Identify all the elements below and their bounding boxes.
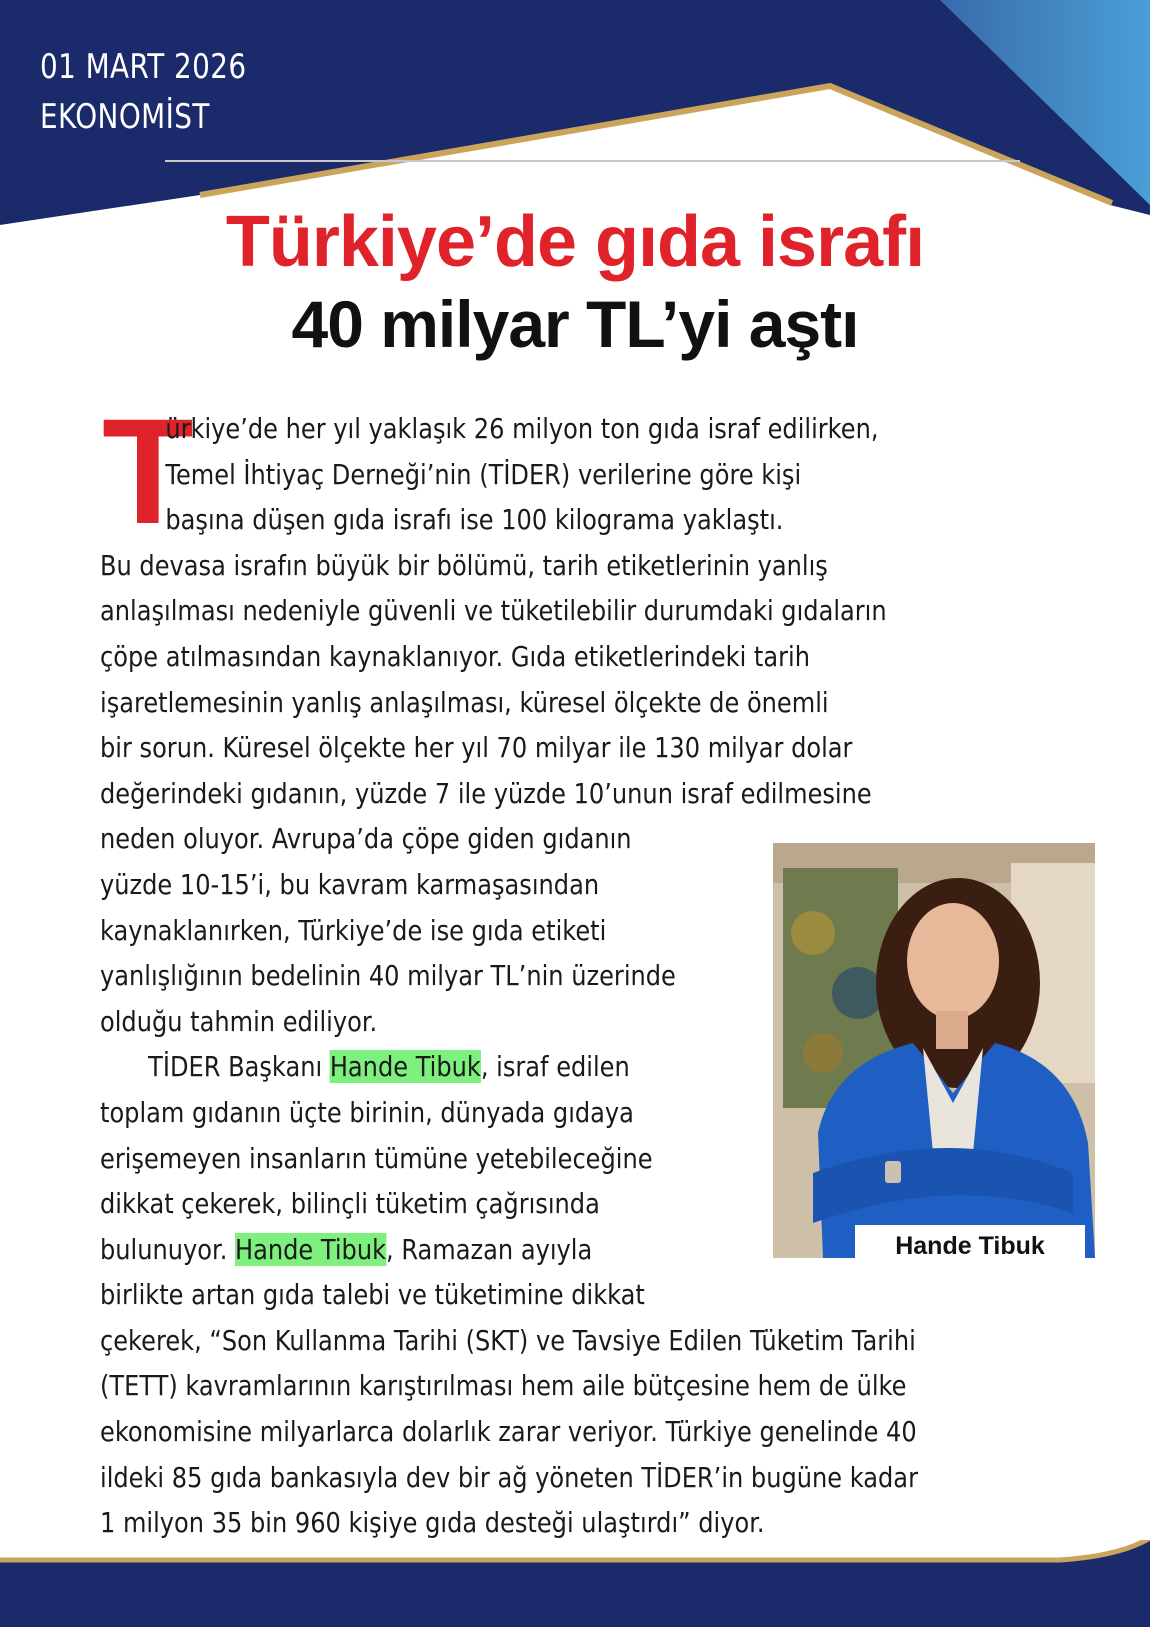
article-line: ildeki 85 gıda bankasıyla dev bir ağ yöneten TİDER’in bugüne kadar xyxy=(100,1460,918,1494)
footer-banner xyxy=(0,1540,1150,1627)
highlighted-name: Hande Tibuk xyxy=(329,1050,481,1084)
headline xyxy=(0,200,1150,364)
article-line: ekonomisine milyarlarca dolarlık zarar veriyor. Türkiye genelinde 40 xyxy=(100,1415,917,1449)
article-line: birlikte artan gıda talebi ve tüketimine dikkat xyxy=(100,1278,645,1312)
article-line: kaynaklanırken, Türkiye’de ise gıda etiketi xyxy=(100,913,607,947)
masthead-publication: EKONOMİST xyxy=(40,97,210,137)
masthead xyxy=(40,42,247,142)
article-line xyxy=(100,1227,874,1273)
article-line: Temel İhtiyaç Derneği’nin (TİDER) verilerine göre kişi xyxy=(165,457,802,491)
article-line: (TETT) kavramlarının karıştırılması hem aile bütçesine hem de ülke xyxy=(100,1369,907,1403)
portrait-photo xyxy=(773,843,1095,1258)
article-line: değerindeki gıdanın, yüzde 7 ile yüzde 10’unun israf edilmesine xyxy=(100,776,872,810)
article-line: bir sorun. Küresel ölçekte her yıl 70 milyar ile 130 milyar dolar xyxy=(100,731,853,765)
article-line: 1 milyon 35 bin 960 kişiye gıda desteği ulaştırdı” diyor. xyxy=(100,1506,765,1540)
divider-line xyxy=(165,160,1020,162)
portrait-illustration xyxy=(773,843,1095,1258)
article-line: anlaşılması nedeniyle güvenli ve tüketilebilir durumdaki gıdaların xyxy=(100,594,887,628)
photo-caption: Hande Tibuk xyxy=(855,1225,1085,1267)
article-line: erişemeyen insanların tümüne yetebileceğine xyxy=(100,1141,653,1175)
article-line: olduğu tahmin ediliyor. xyxy=(100,1004,378,1038)
line-text: , israf edilen xyxy=(480,1050,630,1084)
article-line: işaretlemesinin yanlış anlaşılması, küresel ölçekte de önemli xyxy=(100,685,829,719)
article-line: dikkat çekerek, bilinçli tüketim çağrısında xyxy=(100,1187,600,1221)
article-line xyxy=(100,1044,874,1090)
article-line: yüzde 10-15’i, bu kavram karmaşasından xyxy=(100,867,600,901)
article-line: çekerek, “Son Kullanma Tarihi (SKT) ve Tavsiye Edilen Tüketim Tarihi xyxy=(100,1323,916,1357)
line-text: , Ramazan ayıyla xyxy=(386,1232,593,1266)
line-text: TİDER Başkanı xyxy=(148,1050,330,1084)
highlighted-name: Hande Tibuk xyxy=(235,1232,387,1266)
article-line: başına düşen gıda israfı ise 100 kilograma yaklaştı. xyxy=(165,503,784,537)
article-line: toplam gıdanın üçte birinin, dünyada gıdaya xyxy=(100,1095,634,1129)
article-line: Bu devasa israfın büyük bir bölümü, tarih etiketlerinin yanlış xyxy=(100,548,828,582)
masthead-date: 01 MART 2026 xyxy=(40,47,247,87)
line-text: bulunuyor. xyxy=(100,1232,236,1266)
headline-line-2: 40 milyar TL’yi aştı xyxy=(291,287,859,361)
article-line: çöpe atılmasından kaynaklanıyor. Gıda etiketlerindeki tarih xyxy=(100,639,810,673)
article-line: neden oluyor. Avrupa’da çöpe giden gıdanın xyxy=(100,822,632,856)
headline-line-1: Türkiye’de gıda israfı xyxy=(225,202,925,282)
article-line: ürkiye’de her yıl yaklaşık 26 milyon ton gıda israf edilirken, xyxy=(165,412,879,445)
article-line: yanlışlığının bedelinin 40 milyar TL’nin üzerinde xyxy=(100,959,676,993)
drop-cap: T xyxy=(102,387,194,555)
